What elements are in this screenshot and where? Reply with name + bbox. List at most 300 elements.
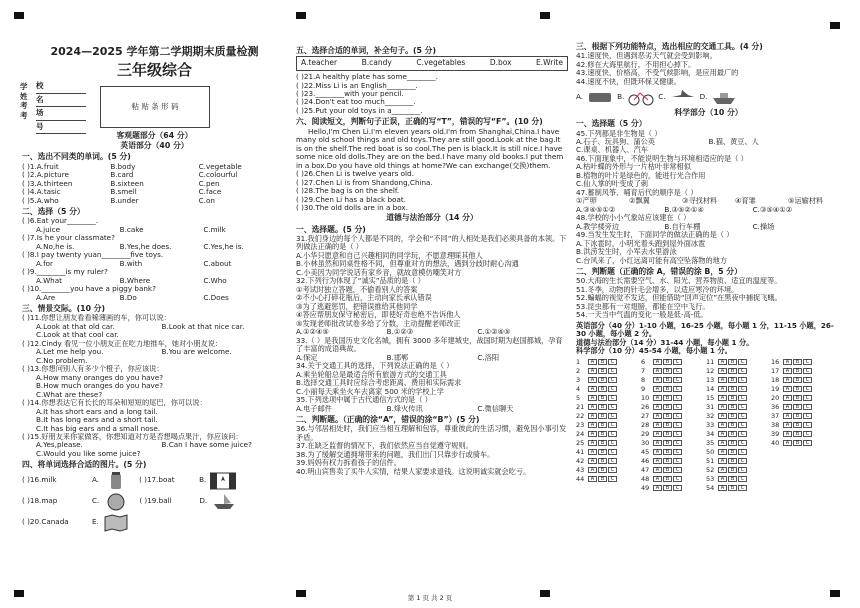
answer-bubble[interactable]: C <box>608 467 617 473</box>
answer-bubble[interactable]: C <box>803 440 812 446</box>
answer-column <box>706 358 771 403</box>
answer-number: 29 <box>641 429 650 438</box>
answer-bubble[interactable]: C <box>738 404 747 410</box>
section4-title: 四、将单词选择合适的图片。(5 分) <box>22 460 147 470</box>
answer-row <box>576 466 641 475</box>
answer-row <box>576 457 641 466</box>
section2-title: 二、选择（5 分） <box>22 206 85 216</box>
answer-bubble[interactable]: B <box>793 386 802 392</box>
answer-bubble[interactable]: C <box>803 386 812 392</box>
student-fields[interactable]: 校 名 场 号 <box>36 80 86 134</box>
answer-bubble[interactable]: A <box>653 368 662 374</box>
answer-bubble[interactable]: A <box>588 413 597 419</box>
answer-row <box>706 448 771 457</box>
train-icon <box>587 87 613 107</box>
answer-bubble[interactable]: B <box>598 467 607 473</box>
answer-bubble[interactable]: B <box>598 395 607 401</box>
answer-bubble[interactable]: C <box>738 359 747 365</box>
answer-bubble[interactable]: B <box>598 440 607 446</box>
answer-row <box>576 358 641 367</box>
boat-icon <box>211 492 237 512</box>
answer-bubble[interactable]: C <box>738 377 747 383</box>
answer-bubble[interactable]: C <box>673 467 682 473</box>
answer-bubble[interactable]: B <box>793 404 802 410</box>
word-bank: A.teacher B.candy C.vegetables D.box E.Write <box>296 56 568 71</box>
answer-bubble[interactable]: A <box>588 476 597 482</box>
page-footer: 第 1 页 共 2 页 <box>407 594 453 602</box>
answer-bubble[interactable]: C <box>803 359 812 365</box>
answer-bubble[interactable]: C <box>608 458 617 464</box>
answer-bubble[interactable]: B <box>663 467 672 473</box>
answer-bubble[interactable]: C <box>673 359 682 365</box>
answer-bubble[interactable]: A <box>653 377 662 383</box>
vehicle-list: 41.速度快，但遇到恶劣天气就会受到影响。 42.修在大海里航行，不用担心掉下。 43.速度快，价格高，不受气候影响，是应用最广的 44.速度不快，但既环保又健康。 <box>576 52 739 86</box>
answer-bubble[interactable]: B <box>728 422 737 428</box>
answer-bubble[interactable]: B <box>728 449 737 455</box>
science-s2-title: 二、判断题（正确的涂 A，错误的涂 B，5 分） <box>576 267 742 277</box>
section1-title: 一、选出不同类的单词。(5 分) <box>22 152 131 162</box>
answer-number: 28 <box>641 420 650 429</box>
answer-column <box>771 358 836 403</box>
answer-row <box>641 358 706 367</box>
answer-number: 46 <box>641 456 650 465</box>
answer-bubble[interactable]: C <box>738 485 747 491</box>
english-title: 英语部分（40 分） <box>120 141 189 151</box>
answer-bubble[interactable]: B <box>728 395 737 401</box>
answer-bubble[interactable]: A <box>653 422 662 428</box>
answer-bubble[interactable]: C <box>738 458 747 464</box>
answer-number: 3 <box>576 375 581 384</box>
answer-row <box>706 376 771 385</box>
answer-row <box>706 466 771 475</box>
answer-bubble[interactable]: C <box>608 359 617 365</box>
answer-row <box>576 412 641 421</box>
answer-bubble[interactable]: B <box>598 413 607 419</box>
answer-bubble[interactable]: A <box>718 476 727 482</box>
answer-number: 27 <box>641 411 650 420</box>
answer-row <box>576 394 641 403</box>
section5-title: 五、选择合适的单词，补全句子。(5 分) <box>296 46 437 55</box>
answer-number: 26 <box>641 402 650 411</box>
answer-bubble[interactable]: A <box>718 422 727 428</box>
answer-bubble[interactable]: A <box>588 395 597 401</box>
answer-bubble[interactable]: B <box>663 440 672 446</box>
bicycle-icon <box>628 87 654 107</box>
answer-bubble[interactable]: A <box>588 359 597 365</box>
answer-bubble[interactable]: B <box>728 440 737 446</box>
answer-bubble[interactable]: A <box>718 458 727 464</box>
answer-bubble[interactable]: C <box>738 422 747 428</box>
answer-bubble[interactable]: B <box>728 386 737 392</box>
answer-bubble[interactable]: A <box>653 395 662 401</box>
science-q45: 45.下列都是非生物是（ ） A.石子、玩具狗、蒲公英 B.猫、黄豆、人 C.课桌、机器人、汽车 <box>576 128 759 155</box>
answer-row <box>641 367 706 376</box>
answer-number: 38 <box>771 420 780 429</box>
section6-title: 六、阅读短文，判断句子正误，正确的写“T”，错误的写“F”。(10 分) <box>296 117 543 127</box>
science-q48: 48.学校的小小气象站应该建在（ ） A.教学楼旁边 B.自行车棚 C.操场 <box>576 213 775 231</box>
answer-bubble[interactable]: A <box>653 386 662 392</box>
answer-bubble[interactable]: B <box>793 377 802 383</box>
map-icon <box>103 513 129 533</box>
moral-q33: 33.（ ）是我国历史文化名城，拥有 3000 多年建城史，战国时期为赵国都城，孕育了丰富的成语典故。 A.保定 B.邯郸 C.洛阳 <box>296 335 563 362</box>
science-judges: 50.大海的生长需要空气、水、阳光、营养物质、适宜的温度等。 51.冬季，动物的针毛会增多，以适应寒冷的环境。 52.蝙蝠的视觉不发达，但能借助“回声定位”在黑夜中捕捉飞蛾。 53.昆虫都有一对翅膀，都能在空中飞行。 54.一天当中气温的变化一般是低-高-低。 <box>576 277 782 320</box>
answer-bubble[interactable]: C <box>738 476 747 482</box>
answer-bubble[interactable]: C <box>738 440 747 446</box>
answer-bubble[interactable]: C <box>673 386 682 392</box>
answer-bubble[interactable]: B <box>598 368 607 374</box>
answer-bubble[interactable]: B <box>728 404 737 410</box>
science-s3-title: 三、根据下列功能特点，选出相应的交通工具。(4 分) <box>576 42 763 51</box>
answer-row <box>771 421 836 430</box>
answer-number: 9 <box>641 384 646 393</box>
answer-row <box>641 403 706 412</box>
answer-bubble[interactable]: C <box>608 395 617 401</box>
answer-row <box>576 439 641 448</box>
answer-bubble[interactable]: B <box>663 485 672 491</box>
answer-number: 42 <box>576 456 585 465</box>
answer-bubble[interactable]: C <box>738 395 747 401</box>
answer-number: 31 <box>706 402 715 411</box>
section4-pictures: ( )16.milk A. ( )17.boat B. ( )18.map C. ( )19.ball D. ( )20.Canada E. <box>22 471 287 533</box>
answer-bubble[interactable]: A <box>783 386 792 392</box>
answer-bubble[interactable]: C <box>803 431 812 437</box>
answer-column <box>641 448 706 493</box>
answer-bubble[interactable]: B <box>728 458 737 464</box>
answer-bubble[interactable]: C <box>608 377 617 383</box>
answer-bubble[interactable]: C <box>608 422 617 428</box>
answer-bubble[interactable]: A <box>783 431 792 437</box>
answer-bubble[interactable]: A <box>718 467 727 473</box>
answer-bubble[interactable]: C <box>673 413 682 419</box>
answer-bubble[interactable]: C <box>608 368 617 374</box>
answer-bubble[interactable]: B <box>728 467 737 473</box>
answer-number: 47 <box>641 465 650 474</box>
answer-bubble[interactable]: C <box>673 458 682 464</box>
answer-row <box>641 484 706 493</box>
section5-list: ( )21.A healthy plate has some________. ( )22.Miss Li is an English________. ( )23.________with your pencil. ( )24.Don't eat too much________. ( )25.Put your old toys in a________. <box>296 73 438 115</box>
answer-row <box>771 385 836 394</box>
objective-title: 客观题部分（64 分） <box>116 131 193 140</box>
answer-bubble[interactable]: B <box>793 395 802 401</box>
answer-bubble[interactable]: B <box>663 476 672 482</box>
answer-sheet[interactable] <box>576 358 841 493</box>
science-q46: 46.下面现象中，不能说明生物与环境相适应的是（ ） A.枯叶蝶的外形与一片枯叶非常相似 B.植物的叶片是绿色的，能进行光合作用 C.仙人掌的叶变成了刺 <box>576 153 748 189</box>
science-title: 科学部分（10 分） <box>674 108 743 118</box>
answer-bubble[interactable]: A <box>718 386 727 392</box>
answer-bubble[interactable]: B <box>663 404 672 410</box>
answer-bubble[interactable]: C <box>608 449 617 455</box>
moral-q32: 32.下列行为体现了“诚实”品质的是（ ） ①考试时独立答题，不偷看别人的答案 ②不小心打碎花瓶后，主动向家长承认错误 ③为了逃避惩罚，把错误推给其他同学 ④答应帮朋友保守秘密后，即使好奇也绝不告诉他人 ⑤发现老师批改试卷多给了分数，主动提醒老师改正 A.①②④⑤ B.①②③ C.①②④⑤ <box>296 276 511 337</box>
answer-number: 21 <box>576 402 585 411</box>
answer-bubble[interactable]: A <box>653 359 662 365</box>
side-labels: 学 姓 考 考 <box>20 82 28 120</box>
answer-number: 33 <box>706 420 715 429</box>
answer-bubble[interactable]: C <box>738 467 747 473</box>
answer-bubble[interactable]: B <box>598 422 607 428</box>
answer-number: 13 <box>706 375 715 384</box>
answer-row <box>706 475 771 484</box>
answer-bubble[interactable]: C <box>803 368 812 374</box>
answer-bubble[interactable]: B <box>793 422 802 428</box>
answer-bubble[interactable]: B <box>793 413 802 419</box>
answer-number: 18 <box>771 375 780 384</box>
answer-bubble[interactable]: C <box>803 422 812 428</box>
answer-number: 14 <box>706 384 715 393</box>
answer-row <box>771 439 836 448</box>
answer-bubble[interactable]: B <box>793 359 802 365</box>
answer-row <box>706 358 771 367</box>
answer-column <box>641 358 706 403</box>
answer-bubble[interactable]: A <box>653 485 662 491</box>
answer-bubble[interactable]: C <box>738 431 747 437</box>
answer-number: 39 <box>771 429 780 438</box>
answer-row <box>771 358 836 367</box>
answer-bubble[interactable]: C <box>738 413 747 419</box>
answer-bubble[interactable]: C <box>738 449 747 455</box>
answer-number: 34 <box>706 429 715 438</box>
answer-number: 12 <box>706 366 715 375</box>
airplane-icon <box>670 87 696 107</box>
answer-number: 24 <box>576 429 585 438</box>
answer-bubble[interactable]: C <box>803 404 812 410</box>
answer-bubble[interactable]: A <box>783 422 792 428</box>
answer-bubble[interactable]: B <box>663 431 672 437</box>
answer-row <box>576 367 641 376</box>
answer-column <box>576 403 641 448</box>
answer-number: 37 <box>771 411 780 420</box>
answer-bubble[interactable]: A <box>653 476 662 482</box>
answer-bubble[interactable]: C <box>803 377 812 383</box>
answer-bubble[interactable]: B <box>663 458 672 464</box>
answer-number: 15 <box>706 393 715 402</box>
corner-mark <box>830 22 840 29</box>
answer-bubble[interactable]: C <box>673 449 682 455</box>
answer-row <box>641 466 706 475</box>
answer-bubble[interactable]: B <box>728 413 737 419</box>
answer-number: 50 <box>706 447 715 456</box>
answer-bubble[interactable]: B <box>728 359 737 365</box>
answer-bubble[interactable]: A <box>588 467 597 473</box>
answer-bubble[interactable]: A <box>588 422 597 428</box>
answer-row <box>576 421 641 430</box>
barcode-box: 粘 贴 条 形 码 <box>100 86 210 128</box>
answer-number: 48 <box>641 474 650 483</box>
answer-bubble[interactable]: A <box>783 377 792 383</box>
answer-number: 23 <box>576 420 585 429</box>
answer-bubble[interactable]: A <box>653 458 662 464</box>
answer-row <box>641 394 706 403</box>
answer-bubble[interactable]: A <box>718 440 727 446</box>
answer-row <box>771 367 836 376</box>
answer-number: 19 <box>771 384 780 393</box>
answer-bubble[interactable]: B <box>663 422 672 428</box>
answer-column <box>771 403 836 448</box>
answer-row <box>771 412 836 421</box>
answer-bubble[interactable]: B <box>728 431 737 437</box>
answer-bubble[interactable]: B <box>793 368 802 374</box>
answer-bubble[interactable]: C <box>673 485 682 491</box>
answer-bubble[interactable]: C <box>673 440 682 446</box>
answer-number: 6 <box>641 357 646 366</box>
answer-row <box>576 403 641 412</box>
answer-bubble[interactable]: A <box>718 413 727 419</box>
answer-bubble[interactable]: C <box>608 404 617 410</box>
exam-title: 2024—2025 学年第二学期期末质量检测 <box>50 45 259 58</box>
answer-bubble[interactable]: B <box>663 413 672 419</box>
answer-column <box>706 403 771 448</box>
answer-number: 16 <box>771 357 780 366</box>
answer-bubble[interactable]: B <box>728 485 737 491</box>
answer-bubble[interactable]: A <box>653 413 662 419</box>
answer-bubble[interactable]: B <box>728 368 737 374</box>
answer-bubble[interactable]: C <box>673 431 682 437</box>
answer-bubble[interactable]: C <box>673 377 682 383</box>
answer-bubble[interactable]: C <box>608 476 617 482</box>
answer-bubble[interactable]: A <box>718 395 727 401</box>
answer-bubble[interactable]: A <box>783 404 792 410</box>
answer-column <box>576 358 641 403</box>
answer-row <box>706 385 771 394</box>
exam-subtitle: 三年级综合 <box>116 60 192 79</box>
answer-bubble[interactable]: A <box>718 359 727 365</box>
answer-bubble[interactable]: A <box>588 440 597 446</box>
answer-bubble[interactable]: A <box>588 431 597 437</box>
answer-bubble[interactable]: A <box>588 404 597 410</box>
science-q47: 47.蓄制风筝、哺育后代的顺序是（ ） ①产卵 ②飘翼 ③寻找材料 ④育雏 ⑤运输材料 A.③④⑤①② B.③⑤②①④ C.③⑤④①② <box>576 187 824 214</box>
answer-row <box>706 484 771 493</box>
answer-bubble[interactable]: C <box>673 404 682 410</box>
answer-bubble[interactable]: A <box>653 440 662 446</box>
canada-flag-icon <box>210 471 236 491</box>
answer-key-notes: 英语部分（40 分）1-10 小题，16-25 小题，每小题 1 分，11-15 小题，26-30 小题，每小题 2 分。 道德与法治部分（14 分）31-44 小题，每小题 1 分。 科学部分（10 分）45-54 小题，每小题 1 分。 <box>576 320 834 356</box>
answer-bubble[interactable]: A <box>718 368 727 374</box>
answer-bubble[interactable]: A <box>653 431 662 437</box>
answer-row <box>706 457 771 466</box>
answer-bubble[interactable]: C <box>608 386 617 392</box>
moral-judges: 36.与邻居相处时，我们应当相互理解和包容，尊重彼此的生活习惯，避免因小事引发矛盾。 37.在缺乏监督的情况下，我们依然应当自觉遵守规则。 38.为了缓解交通拥堵带来的问题，我们出门只靠步行或骑车。 39.妈妈有权力拆看孩子的信件。 40.明山宾售卖了买牛人实情，结果人家要求退钱。这说明诚实就会吃亏。 <box>296 424 567 476</box>
answer-bubble[interactable]: B <box>663 395 672 401</box>
answer-bubble[interactable]: A <box>718 377 727 383</box>
answer-bubble[interactable]: A <box>783 368 792 374</box>
answer-number: 5 <box>576 393 581 402</box>
answer-row <box>771 394 836 403</box>
answer-bubble[interactable]: A <box>783 413 792 419</box>
answer-column <box>576 448 641 493</box>
answer-bubble[interactable]: B <box>598 458 607 464</box>
answer-bubble[interactable]: B <box>663 449 672 455</box>
answer-bubble[interactable]: B <box>663 368 672 374</box>
answer-bubble[interactable]: C <box>738 386 747 392</box>
answer-row <box>706 439 771 448</box>
answer-bubble[interactable]: C <box>673 395 682 401</box>
answer-row <box>641 439 706 448</box>
answer-number: 49 <box>641 483 650 492</box>
answer-number: 1 <box>576 357 581 366</box>
answer-number: 40 <box>771 438 780 447</box>
answer-bubble[interactable]: A <box>718 449 727 455</box>
ball-icon <box>103 492 129 512</box>
answer-bubble[interactable]: A <box>653 404 662 410</box>
answer-row <box>706 430 771 439</box>
answer-row <box>706 403 771 412</box>
answer-number: 30 <box>641 438 650 447</box>
answer-number: 22 <box>576 411 585 420</box>
corner-mark <box>14 12 24 19</box>
answer-bubble[interactable]: A <box>718 485 727 491</box>
answer-bubble[interactable]: C <box>803 395 812 401</box>
answer-number: 36 <box>771 402 780 411</box>
answer-row <box>641 430 706 439</box>
answer-number: 45 <box>641 447 650 456</box>
answer-bubble[interactable]: C <box>738 368 747 374</box>
answer-bubble[interactable]: B <box>663 359 672 365</box>
answer-bubble[interactable]: B <box>598 377 607 383</box>
answer-row <box>706 412 771 421</box>
answer-bubble[interactable]: A <box>653 449 662 455</box>
moral-q34: 34.关于交通工具的选择，下列说法正确的是（ ） A.乘坐轮船总是最适合所有旅游方式的交通工具 B.选择交通工具时应综合考虑距离、费用和实际需求 C.小丽每天乘坐火车去离家 500 米的学校上学 <box>296 361 462 396</box>
answer-bubble[interactable]: C <box>673 422 682 428</box>
answer-bubble[interactable]: C <box>608 431 617 437</box>
answer-bubble[interactable]: B <box>793 431 802 437</box>
answer-bubble[interactable]: C <box>673 368 682 374</box>
answer-bubble[interactable]: A <box>588 449 597 455</box>
answer-bubble[interactable]: C <box>608 440 617 446</box>
answer-bubble[interactable]: A <box>718 404 727 410</box>
answer-row <box>641 412 706 421</box>
section6-list: ( )26.Chen Li is twelve years old. ( )27.Chen Li is from Shandong,China. ( )28.The bag is on the shelf. ( )29.Chen Li has a black boat. ( )30.The old dolls are in a box. <box>296 170 433 212</box>
answer-number: 8 <box>641 375 646 384</box>
answer-bubble[interactable]: B <box>598 386 607 392</box>
answer-row <box>641 448 706 457</box>
answer-row <box>576 430 641 439</box>
answer-bubble[interactable]: B <box>598 476 607 482</box>
answer-bubble[interactable]: B <box>598 359 607 365</box>
answer-bubble[interactable]: B <box>663 386 672 392</box>
answer-bubble[interactable]: B <box>663 377 672 383</box>
answer-bubble[interactable]: C <box>608 413 617 419</box>
answer-number: 41 <box>576 447 585 456</box>
answer-bubble[interactable]: A <box>783 359 792 365</box>
answer-bubble[interactable]: A <box>588 377 597 383</box>
moral-s2-title: 二、判断题。（正确的涂“A”，错误的涂“B”）(5 分) <box>296 415 480 425</box>
answer-bubble[interactable]: A <box>588 368 597 374</box>
corner-mark <box>296 12 306 19</box>
corner-mark <box>540 12 550 19</box>
answer-bubble[interactable]: A <box>588 458 597 464</box>
answer-bubble[interactable]: A <box>588 386 597 392</box>
answer-bubble[interactable]: B <box>793 440 802 446</box>
answer-number: 54 <box>706 483 715 492</box>
answer-bubble[interactable]: B <box>728 377 737 383</box>
moral-title: 道德与法治部分（14 分） <box>386 213 478 223</box>
answer-bubble[interactable]: A <box>653 467 662 473</box>
answer-bubble[interactable]: A <box>783 395 792 401</box>
answer-bubble[interactable]: B <box>598 404 607 410</box>
answer-bubble[interactable]: C <box>803 413 812 419</box>
answer-bubble[interactable]: C <box>673 476 682 482</box>
answer-bubble[interactable]: B <box>598 431 607 437</box>
answer-bubble[interactable]: B <box>598 449 607 455</box>
answer-number: 53 <box>706 474 715 483</box>
answer-row <box>576 385 641 394</box>
answer-bubble[interactable]: A <box>783 440 792 446</box>
answer-number: 17 <box>771 366 780 375</box>
answer-number: 7 <box>641 366 646 375</box>
moral-q31: 31.我们身边的每个人都是不同的，学会和“不同”的人相处是我们必须具备的本领。下列做法正确的是（ ） A.小华只愿意和自己兴趣相同的同学玩，不愿意理睬其他人 B.小林虽然和同桌性格不同，但尊重对方的想法，遇到分歧时耐心沟通 C.小美因为同学说话有家乡音，就故意模仿嘲笑对方 <box>296 233 567 277</box>
answer-row <box>771 430 836 439</box>
answer-bubble[interactable]: A <box>718 431 727 437</box>
answer-bubble[interactable]: B <box>728 476 737 482</box>
